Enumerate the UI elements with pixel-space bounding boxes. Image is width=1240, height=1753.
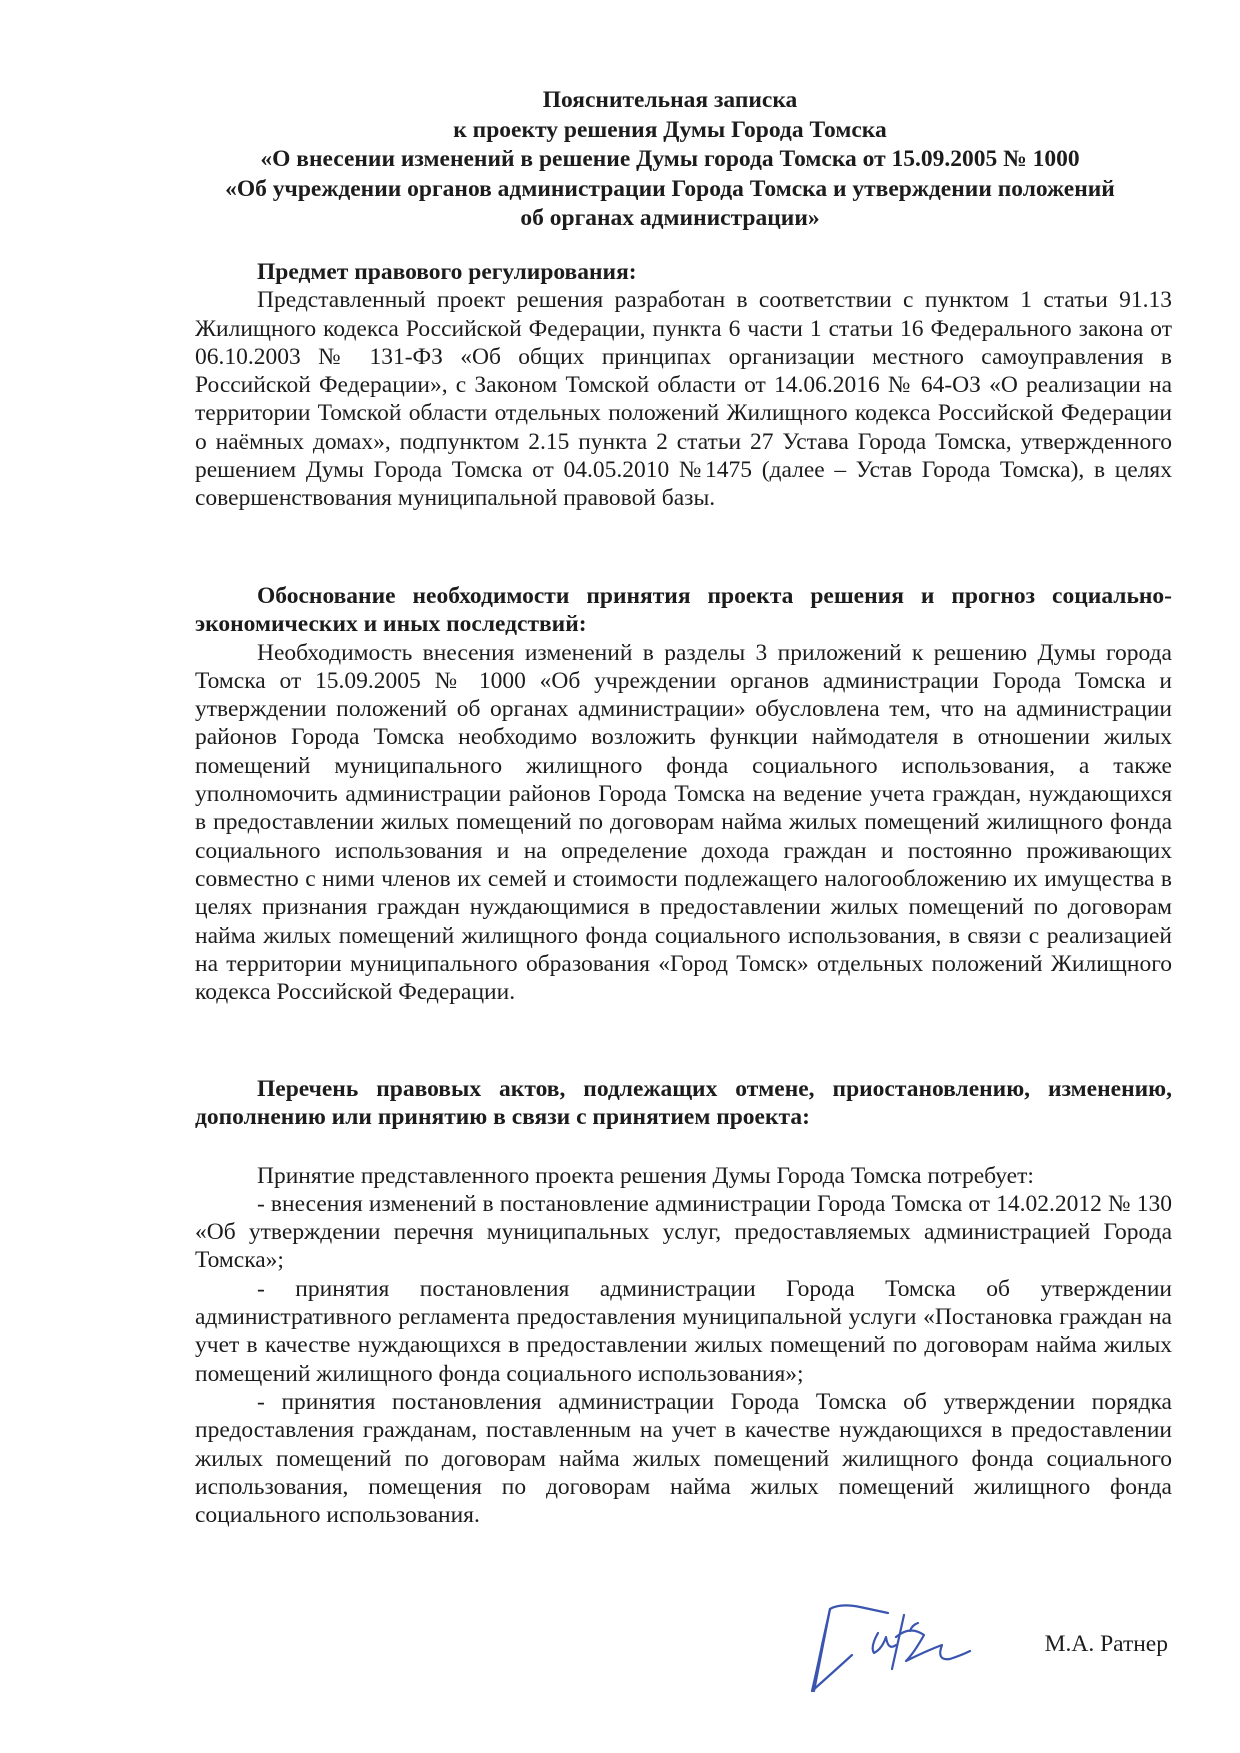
title-line-2: к проекту решения Думы Города Томска — [453, 116, 887, 143]
signature-block — [800, 1595, 1180, 1705]
handwritten-signature-icon — [800, 1595, 980, 1705]
title-line-4: «Об учреждении органов администрации Города Томска и утверждении положений — [225, 175, 1115, 202]
section-legal-acts-heading: Перечень правовых актов, подлежащих отмене, приостановлению, изменению, дополнению или принятию в связи с принятием проекта: — [195, 1076, 1172, 1131]
signer-name: М.А. Ратнер — [1044, 1631, 1168, 1657]
section-legal-acts-intro: Принятие представленного проекта решения Думы Города Томска потребует: — [257, 1162, 1034, 1189]
section-justification — [195, 582, 1172, 1006]
section-subject-heading: Предмет правового регулирования: — [257, 259, 637, 285]
section-justification-paragraph: Необходимость внесения изменений в разделы 3 приложений к решению Думы города Томска от 15.09.2005 № 1000 «Об учреждении органов администрации Города Томска и утверждении положений об органах администрации» обусловлена тем, что на администрации районов Города Томска необходимо возложить функции наймодателя в отношении жилых помещений муниципального жилищного фонда социального использования, а также уполномочить администрации районов Города Томска на ведение учета граждан, нуждающихся в предоставлении жилых помещений по договорам найма жилых помещений жилищного фонда социального использования и на определение дохода граждан и постоянно проживающих совместно с ними членов их семей и стоимости подлежащего налогообложению их имущества в целях признания граждан нуждающимися в предоставлении жилых помещений по договорам найма жилых помещений жилищного фонда социального использования, в связи с реализацией на территории муниципального образования «Город Томск» отдельных положений Жилищного кодекса Российской Федерации. — [195, 639, 1172, 1006]
title-line-3: «О внесении изменений в решение Думы города Томска от 15.09.2005 № 1000 — [260, 146, 1080, 172]
title-line-5: об органах администрации» — [520, 205, 820, 231]
section-justification-heading: Обоснование необходимости принятия проекта решения и прогноз социально-экономических и иных последствий: — [195, 583, 1172, 638]
section-subject — [195, 258, 1172, 513]
document-title — [180, 86, 1160, 234]
section-legal-acts — [195, 1075, 1172, 1529]
legal-act-item: - принятия постановления администрации Города Томска об утверждении порядка предоставления гражданам, поставленным на учет в качестве нуждающихся в предоставлении жилых помещений по договорам найма жилых помещений жилищного фонда социального использования, помещения по договорам найма жилых помещений жилищного фонда социального использования. — [195, 1388, 1172, 1529]
title-line-1: Пояснительная записка — [542, 87, 798, 113]
section-subject-paragraph: Представленный проект решения разработан в соответствии с пунктом 1 статьи 91.13 Жилищного кодекса Российской Федерации, пункта 6 части 1 статьи 16 Федерального закона от 06.10.2003 № 131-ФЗ «Об общих принципах организации местного самоуправления в Российской Федерации», с Законом Томской области от 14.06.2016 № 64-ОЗ «О реализации на территории Томской области отдельных положений Жилищного кодекса Российской Федерации о наёмных домах», подпунктом 2.15 пункта 2 статьи 27 Устава Города Томска, утвержденного решением Думы Города Томска от 04.05.2010 №1475 (далее – Устав Города Томска), в целях совершенствования муниципальной правовой базы. — [195, 287, 1172, 512]
legal-act-item: - внесения изменений в постановление администрации Города Томска от 14.02.2012 № 130 «Об утверждении перечня муниципальных услуг, предоставляемых администрацией Города Томска»; — [195, 1190, 1172, 1274]
legal-act-item: - принятия постановления администрации Города Томска об утверждении административного регламента предоставления муниципальной услуги «Постановка граждан на учет в качестве нуждающихся в предоставлении жилых помещений по договорам найма жилых помещений жилищного фонда социального использования»; — [195, 1275, 1172, 1387]
